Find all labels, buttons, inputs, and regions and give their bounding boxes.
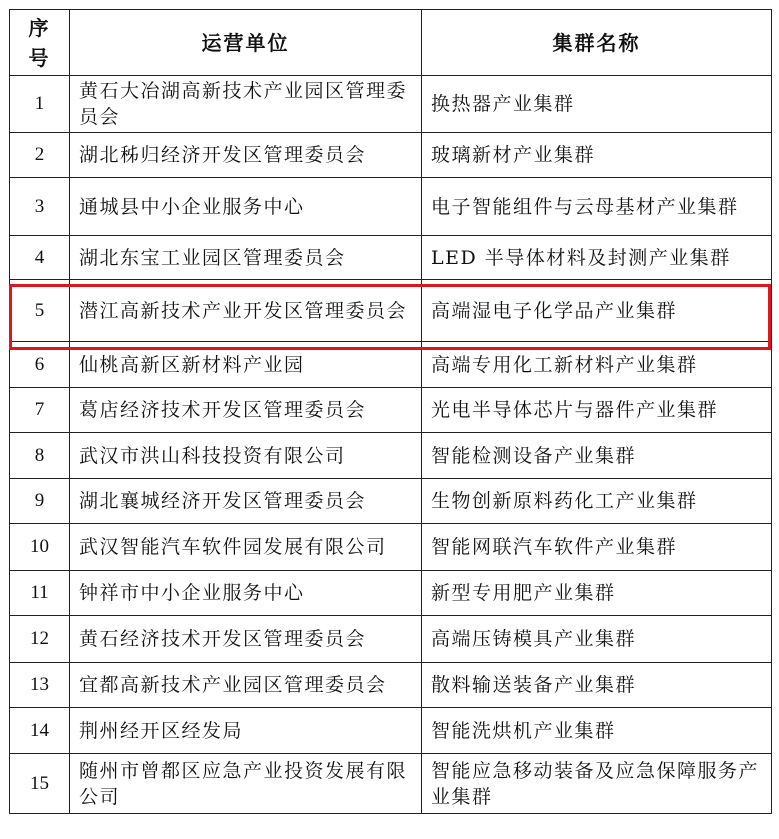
row-cluster: 电子智能组件与云母基材产业集群 — [422, 178, 772, 236]
table-row — [10, 524, 772, 571]
table-row — [10, 342, 772, 388]
row-unit: 湖北东宝工业园区管理委员会 — [70, 236, 422, 280]
row-cluster: 高端压铸模具产业集群 — [422, 616, 772, 663]
table-row — [10, 571, 772, 616]
row-unit: 黄石大冶湖高新技术产业园区管理委员会 — [70, 76, 422, 133]
header-cluster: 集群名称 — [422, 10, 772, 76]
row-cluster: 智能检测设备产业集群 — [422, 433, 772, 479]
row-cluster: 高端专用化工新材料产业集群 — [422, 342, 772, 388]
row-cluster: 光电半导体芯片与器件产业集群 — [422, 388, 772, 433]
row-cluster: 玻璃新材产业集群 — [422, 133, 772, 178]
header-unit: 运营单位 — [70, 10, 422, 76]
row-seq: 9 — [10, 479, 70, 524]
table-row — [10, 388, 772, 433]
row-seq: 2 — [10, 133, 70, 178]
row-cluster: 智能洗烘机产业集群 — [422, 708, 772, 754]
table-row — [10, 663, 772, 708]
header-seq-line2: 号 — [28, 45, 51, 70]
table-row — [10, 479, 772, 524]
row-seq: 11 — [10, 571, 70, 616]
row-unit: 荆州经开区经发局 — [70, 708, 422, 754]
row-unit: 葛店经济技术开发区管理委员会 — [70, 388, 422, 433]
table-row-highlighted — [10, 280, 772, 342]
row-cluster: 新型专用肥产业集群 — [422, 571, 772, 616]
row-seq: 13 — [10, 663, 70, 708]
row-cluster: LED 半导体材料及封测产业集群 — [422, 236, 772, 280]
table-header-row — [10, 10, 772, 76]
row-cluster: 智能网联汽车软件产业集群 — [422, 524, 772, 571]
row-cluster: 生物创新原料药化工产业集群 — [422, 479, 772, 524]
table-row — [10, 433, 772, 479]
row-unit: 通城县中小企业服务中心 — [70, 178, 422, 236]
row-unit: 武汉市洪山科技投资有限公司 — [70, 433, 422, 479]
row-unit: 仙桃高新区新材料产业园 — [70, 342, 422, 388]
table-row — [10, 178, 772, 236]
row-seq: 6 — [10, 342, 70, 388]
row-seq: 5 — [10, 280, 70, 342]
row-seq: 10 — [10, 524, 70, 571]
row-seq: 3 — [10, 178, 70, 236]
row-seq: 15 — [10, 754, 70, 814]
row-cluster: 散料输送装备产业集群 — [422, 663, 772, 708]
row-seq: 14 — [10, 708, 70, 754]
row-unit: 宜都高新技术产业园区管理委员会 — [70, 663, 422, 708]
table-row — [10, 236, 772, 280]
table-row — [10, 616, 772, 663]
table-row — [10, 708, 772, 754]
row-cluster: 高端湿电子化学品产业集群 — [422, 280, 772, 342]
row-seq: 8 — [10, 433, 70, 479]
row-unit: 湖北襄城经济开发区管理委员会 — [70, 479, 422, 524]
cluster-table — [9, 9, 772, 814]
header-seq-line1: 序 — [28, 15, 51, 40]
row-seq: 12 — [10, 616, 70, 663]
table-row — [10, 76, 772, 133]
row-unit: 湖北秭归经济开发区管理委员会 — [70, 133, 422, 178]
row-seq: 1 — [10, 76, 70, 133]
row-unit: 黄石经济技术开发区管理委员会 — [70, 616, 422, 663]
row-cluster: 智能应急移动装备及应急保障服务产业集群 — [422, 754, 772, 814]
header-seq — [10, 10, 70, 76]
row-unit: 潜江高新技术产业开发区管理委员会 — [70, 280, 422, 342]
row-unit: 随州市曾都区应急产业投资发展有限公司 — [70, 754, 422, 814]
row-seq: 4 — [10, 236, 70, 280]
row-unit: 钟祥市中小企业服务中心 — [70, 571, 422, 616]
table-row — [10, 754, 772, 814]
row-unit: 武汉智能汽车软件园发展有限公司 — [70, 524, 422, 571]
row-seq: 7 — [10, 388, 70, 433]
table-row — [10, 133, 772, 178]
row-cluster: 换热器产业集群 — [422, 76, 772, 133]
